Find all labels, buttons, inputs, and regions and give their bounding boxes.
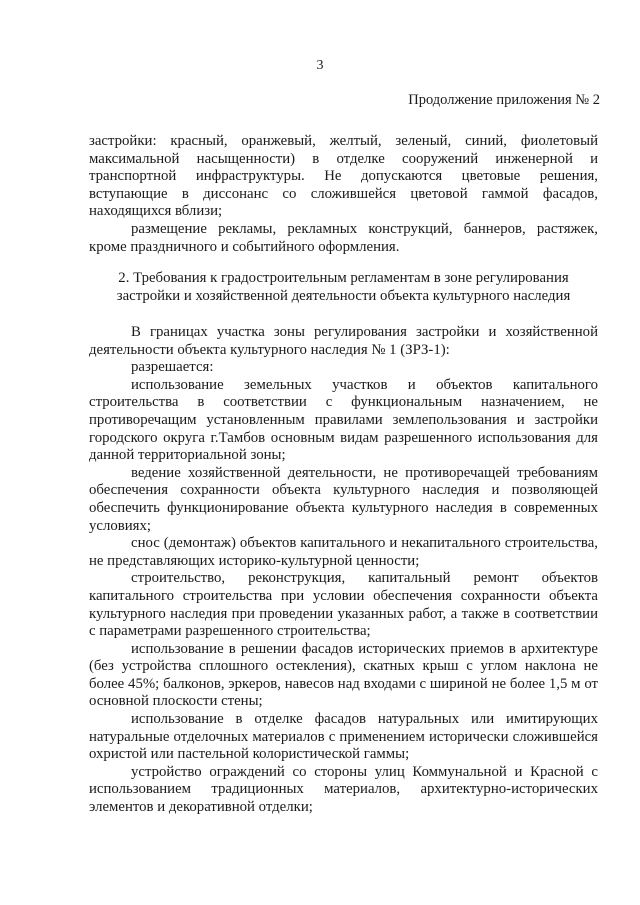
list-item: использование в решении фасадов исторических приемов в архитектуре (без устройства сплошного остекления), скатных крыш с углом наклона не более 45%; балконов, эркеров, навесов над входами с шириной не более 1,5 м от основной плоскости стены;	[89, 640, 598, 710]
paragraph-colors-restriction: застройки: красный, оранжевый, желтый, зеленый, синий, фиолетовый максимальной насыщенности) в отделке сооружений инженерной и транспортной инфраструктуры. Не допускаются цветовые решения, вступающие в диссонанс со сложившейся цветовой гаммой фасадов, находящихся вблизи;	[89, 133, 598, 220]
list-item: использование земельных участков и объектов капитального строительства в соответствии с функциональным назначением, не противоречащим установленным правилами землепользования и застройки городского округа г.Тамбов основным видам разрешенного использования для данной территориальной зоны;	[89, 376, 598, 464]
list-item: устройство ограждений со стороны улиц Коммунальной и Красной с использованием традиционных материалов, архитектурно-исторических элементов и декоративной отделки;	[89, 763, 598, 816]
list-item: снос (демонтаж) объектов капитального и некапитального строительства, не представляющих историко-культурной ценности;	[89, 535, 598, 569]
list-item: ведение хозяйственной деятельности, не противоречащей требованиям обеспечения сохранности объекта культурного наследия и позволяющей обеспечить функционирование объекта культурного наследия в современных условиях;	[89, 464, 598, 534]
page-number: 3	[316, 58, 324, 73]
appendix-continuation-note: Продолжение приложения № 2	[408, 92, 600, 108]
section-heading-line-2: застройки и хозяйственной деятельности объекта культурного наследия	[116, 287, 571, 304]
intro-paragraph: В границах участка зоны регулирования застройки и хозяйственной деятельности объекта культурного наследия № 1 (ЗРЗ-1):	[89, 324, 598, 358]
allowed-label: разрешается:	[131, 359, 214, 376]
paragraph-advertising: размещение рекламы, рекламных конструкций, баннеров, растяжек, кроме праздничного и событийного оформления.	[89, 220, 598, 255]
zone-requirements-block	[89, 324, 598, 817]
section-heading-line-1: 2. Требования к градостроительным регламентам в зоне регулирования	[118, 270, 569, 286]
list-item: использование в отделке фасадов натуральных или имитирующих натуральные отделочных материалов с применением исторически сложившейся охристой или пастельной колористической гаммы;	[89, 711, 598, 763]
section-heading	[89, 270, 598, 305]
top-text-block	[89, 133, 598, 256]
list-item: строительство, реконструкция, капитальный ремонт объектов капитального строительства при условии обеспечения сохранности объекта культурного наследия при проведении указанных работ, а также в соответствии с параметрами разрешенного строительства;	[89, 570, 598, 640]
